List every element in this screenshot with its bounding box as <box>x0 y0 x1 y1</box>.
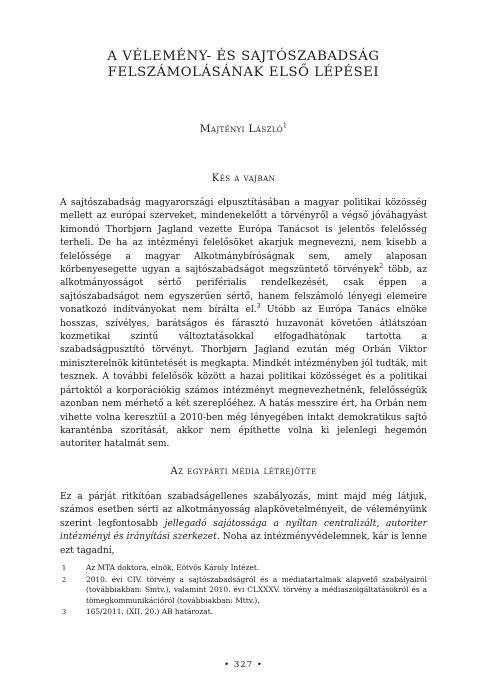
para1-part-c: Utóbb az Európa Tanács elnöke hosszas, szívélyes, barátságos és fárasztó huzavonát követően átlátszóan kozmetikai szintű változtatásokkal elfogadhatónak tartotta a szabadságpusztító törvényt. Thorbjørn Jagland ezután még Orbán Viktor miniszterelnök kitüntetését is megkapta. Mindkét intézményben jól tudták, mit tesznek. A további felelősök között a hazai politikai közösséget és a politikai pártoktól a korporációkig számos intézményt megnevezhetnénk, felelősségük azonban nem mérhető a két szereplőéhez. A hatás messzire ért, ha Orbán nem vihette volna keresztül a 2010-ben még lényegében intakt demokratikus sajtó karanténba szorítását, akkor nem építhette volna ki jelenlegi hegemón autoriter hatalmát sem. <box>60 305 427 450</box>
title-line-1: A VÉLEMÉNY- ÉS SAJTÓSZABADSÁG <box>107 49 380 64</box>
para2-emphasis: jellegadó sajátossága a nyíltan centralizált, autoriter intézményi és irányítási szerkezet. <box>60 518 427 543</box>
footnote-ref-3: 3 <box>256 303 261 311</box>
footnotes <box>60 563 427 619</box>
title-line-2: FELSZÁMOLÁSÁNAK ELSŐ LÉPÉSEI <box>107 65 380 80</box>
footnote <box>60 575 427 607</box>
section-heading-1: Kés a vajban <box>211 173 276 184</box>
para1-part-b: több, az alkotmányosságot sértő periférialis rendelkezését, csak éppen a sajtószabadságot nem egyszerűen sértő, hanem felszámoló lényegi elemeire vonatkozó indítványokat nem bírálta el. <box>60 265 427 316</box>
footnote-ref-2: 2 <box>379 263 384 270</box>
footnote-number: 2 <box>62 575 67 584</box>
footnote-number: 3 <box>62 608 67 616</box>
para2-part-a: Ez a párját ritkítóan szabadságellenes szabályozás, mint majd még látjuk, számos esetben sérti az alkotmányosság alapkövetelményeit, de véleményünk szerint legfontosabb <box>60 492 427 529</box>
footnote-text: Az MTA doktora, elnök, Eötvös Károly Intézet. <box>86 563 260 572</box>
footnote-text: 2010. évi CIV. törvény a sajtószabadságról és a médiatartalmak alapvető szabályairól (továbbiakban: Smtv.), valamint 2010. évi CLXXXV. törvény a médiaszolgáltatásokról és a tömegkommunikációról (továbbiakban: Mttv.). <box>86 574 427 605</box>
section-heading-2: Az egypárti média létrejötte <box>170 466 317 477</box>
body-paragraph-2 <box>60 491 427 558</box>
author-name <box>60 123 427 135</box>
footnote <box>60 607 427 618</box>
author-footnote-ref: 1 <box>283 122 288 130</box>
footnote-text: 165/2011. (XII. 20.) AB határozat. <box>86 607 214 616</box>
footnote-number: 1 <box>62 564 67 572</box>
page-number: • 327 • <box>224 660 263 670</box>
footnote <box>60 563 427 574</box>
para2-part-b: Noha az intézményvédelemnek, kár is lenne ezt tagadni, <box>60 532 428 556</box>
para1-part-a: A sajtószabadság magyarországi elpusztításában a magyar politikai közösség mellett az európai szerveket, mindenekelőtt a törvényről a végső jóváhagyást kimondó Thorbjørn Jagland vezette Európa Tanácsot is jelentős felelősség terheli. De ha az intézményi felelősöket akarjuk megnevezni, nem kisebb a felelőssége a magyar Alkotmánybíróságnak sem, amely alaposan körbenyesegette ugyan a sajtószabadságot megszüntető törvények <box>60 198 427 276</box>
author-text: Majtényi László <box>199 123 284 135</box>
article-title <box>60 49 427 81</box>
body-paragraph-1 <box>60 197 427 452</box>
